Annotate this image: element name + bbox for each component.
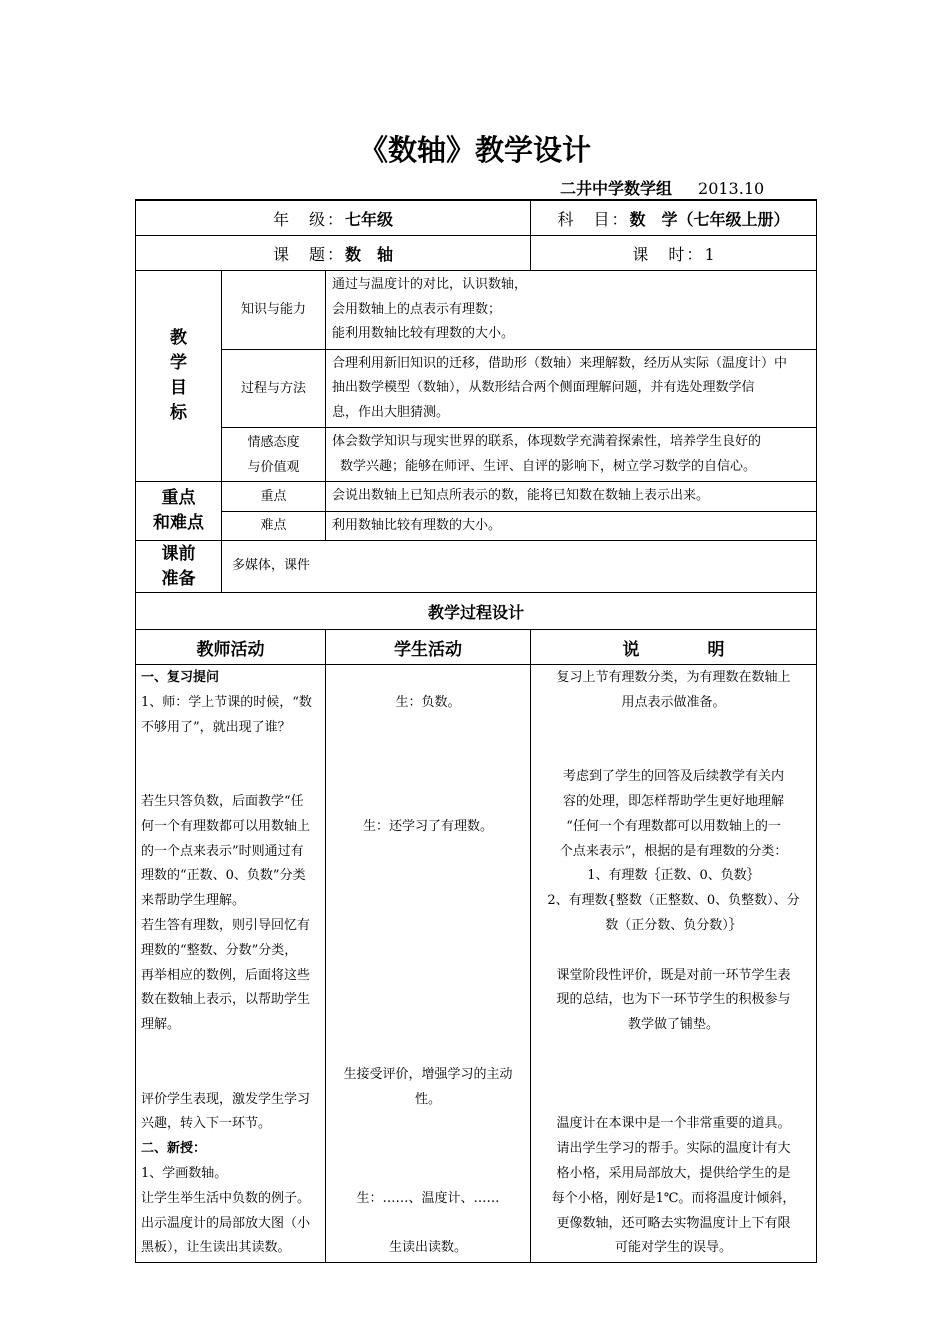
col-notes: 说 明 <box>531 630 817 665</box>
goal-text-process: 合理利用新旧知识的迁移，借助形（数轴）来理解数，经历从实际（温度计）中 抽出数学模型（数轴），从数形结合两个侧面理解问题，并有选处理数学信 息，作出大胆猜测。 <box>326 349 817 428</box>
teacher-activity-line: 二、新授： <box>141 1141 207 1157</box>
teacher-activity-line: 评价学生表现，激发学生学习 <box>141 1091 311 1107</box>
note-line <box>536 939 811 964</box>
teacher-activity-cell <box>136 665 326 1263</box>
lesson-plan-table <box>135 199 817 1263</box>
topic-value: 数 轴 <box>345 244 394 264</box>
note-line: 课堂阶段性评价，既是对前一环节学生表 <box>556 967 791 983</box>
note-line: 温度计在本课中是一个非常重要的道具。 <box>556 1116 791 1132</box>
note-line: 教学做了铺垫。 <box>628 1017 720 1033</box>
note-line: 复习上节有理数分类，为有理数在数轴上 <box>556 670 791 685</box>
student-activity-line <box>331 716 525 741</box>
date: 2013.10 <box>698 179 765 198</box>
note-line: 请出学生学习的帮手。实际的温度计有大 <box>556 1141 791 1157</box>
note-line: 考虑到了学生的回答及后续教学有关内 <box>563 769 785 785</box>
student-activity-line: 生：还学习了有理数。 <box>363 818 494 834</box>
note-line: 每个小格，刚好是1℃。而将温度计倾斜， <box>551 1190 796 1206</box>
student-activity-line: 生：……、温度计、…… <box>356 1190 500 1206</box>
student-activity-line: 生接受评价，增强学习的主动 <box>343 1066 513 1082</box>
student-activity-line <box>331 1112 525 1137</box>
org-name: 二井中学数学组 <box>560 179 673 198</box>
key-point-label: 重点 <box>222 482 326 512</box>
grade-cell: 年 级：七年级 <box>136 200 531 236</box>
student-activity-line <box>331 765 525 790</box>
note-line <box>536 716 811 741</box>
teacher-activity-line: 理解。 <box>141 1017 181 1033</box>
student-activity-line <box>331 1162 525 1187</box>
note-line: 现的总结，也为下一环节学生的积极参与 <box>556 992 791 1008</box>
note-line: 格小格，采用局部放大，提供给学生的是 <box>556 1165 791 1181</box>
period-cell: 课 时：1 <box>531 236 817 271</box>
note-line: 用点表示做准备。 <box>621 694 726 710</box>
student-activity-line <box>331 988 525 1013</box>
note-line: “任何一个有理数都可以用数轴上的一 <box>566 818 781 834</box>
note-line: 更像数轴，还可略去实物温度计上下有限 <box>556 1215 791 1231</box>
note-line: 个点来表示”，根据的是有理数的分类： <box>559 843 788 859</box>
teacher-activity-line: 何一个有理数都可以用数轴上 <box>141 818 311 834</box>
subject-value: 数 学（七年级上册） <box>629 209 790 229</box>
student-activity-line <box>331 864 525 889</box>
student-activity-line: 生：负数。 <box>395 694 461 710</box>
teacher-activity-line: 数在数轴上表示，以帮助学生 <box>141 992 311 1008</box>
teacher-activity-line: 若生只答负数，后面教学“任 <box>141 793 304 809</box>
teacher-activity-line: 黑板），让生读出其读数。 <box>141 1240 291 1256</box>
subject-cell: 科 目：数 学（七年级上册） <box>531 200 817 236</box>
teacher-activity-line: 的一个点来表示”时则通过有 <box>141 843 304 859</box>
note-line: 容的处理，即怎样帮助学生更好地理解 <box>563 793 785 809</box>
teacher-activity-line: 1、师：学上节课的时候，“数 <box>141 694 312 710</box>
difficulty-text: 利用数轴比较有理数的大小。 <box>326 511 817 541</box>
prep-text: 多媒体，课件 <box>222 541 817 593</box>
note-line <box>536 740 811 765</box>
goals-heading: 教 学 目 标 <box>136 271 222 482</box>
teacher-activity-line <box>141 1063 320 1088</box>
student-activity-line <box>331 790 525 815</box>
teacher-activity-line: 再举相应的数例，后面将这些 <box>141 967 311 983</box>
author-line <box>560 176 764 199</box>
student-activity-line <box>331 914 525 939</box>
student-activity-line <box>331 666 525 691</box>
student-activity-line <box>331 1212 525 1237</box>
grade-value: 七年级 <box>345 209 394 229</box>
student-activity-line <box>331 964 525 989</box>
teacher-activity-line: 兴趣，转入下一环节。 <box>141 1116 272 1132</box>
teacher-activity-line: 一、复习提问 <box>141 670 220 685</box>
student-activity-line <box>331 889 525 914</box>
teacher-activity-line: 出示温度计的局部放大图（小 <box>141 1215 311 1231</box>
student-activity-line <box>331 1137 525 1162</box>
teacher-activity-line: 理数的“正数、0、负数”分类 <box>141 868 306 884</box>
col-student-activity: 学生活动 <box>326 630 531 665</box>
teacher-activity-line <box>141 740 320 765</box>
key-points-heading: 重点 和难点 <box>136 482 222 541</box>
student-activity-line: 性。 <box>415 1091 442 1107</box>
note-line: 可能对学生的误导。 <box>615 1240 733 1256</box>
student-activity-line <box>331 740 525 765</box>
note-line <box>536 1063 811 1088</box>
student-activity-line: 生读出读数。 <box>389 1240 468 1256</box>
teacher-activity-line: 来帮助学生理解。 <box>141 893 246 909</box>
page-title: 《数轴》教学设计 <box>358 133 591 167</box>
goal-text-knowledge: 通过与温度计的对比，认识数轴， 会用数轴上的点表示有理数； 能利用数轴比较有理数的大小。 <box>326 271 817 350</box>
note-line <box>536 1088 811 1113</box>
notes-cell <box>531 665 817 1263</box>
key-point-text: 会说出数轴上已知点所表示的数，能将已知数在数轴上表示出来。 <box>326 482 817 512</box>
teacher-activity-line: 1、学画数轴。 <box>141 1165 228 1181</box>
period-value: 1 <box>704 244 715 264</box>
note-line: 2、有理数{整数（正整数、0、负整数）、分 <box>547 893 800 909</box>
teacher-activity-line: 让学生举生活中负数的例子。 <box>141 1190 311 1206</box>
note-line: 数（正分数、负分数）｝ <box>605 917 742 933</box>
note-line <box>536 1038 811 1063</box>
process-title: 教学过程设计 <box>136 593 817 630</box>
student-activity-line <box>331 1038 525 1063</box>
col-teacher-activity: 教师活动 <box>136 630 326 665</box>
student-activity-line <box>331 1013 525 1038</box>
goal-label-knowledge: 知识与能力 <box>222 271 326 350</box>
student-activity-line <box>331 939 525 964</box>
student-activity-cell <box>326 665 531 1263</box>
teacher-activity-line: 理数的“整数、分数”分类， <box>141 942 298 958</box>
teacher-activity-line: 不够用了”，就出现了谁？ <box>141 719 291 735</box>
goal-label-attitude: 情感态度 与价值观 <box>222 428 326 482</box>
topic-cell: 课 题：数 轴 <box>136 236 531 271</box>
teacher-activity-line: 若生答有理数，则引导回忆有 <box>141 917 311 933</box>
goal-label-process: 过程与方法 <box>222 349 326 428</box>
goal-text-attitude: 体会数学知识与现实世界的联系，体现数学充满着探索性，培养学生良好的 数学兴趣；能够在师评、生评、自评的影响下，树立学习数学的自信心。 <box>326 428 817 482</box>
teacher-activity-line <box>141 765 320 790</box>
difficulty-label: 难点 <box>222 511 326 541</box>
prep-heading: 课前 准备 <box>136 541 222 593</box>
teacher-activity-line <box>141 1038 320 1063</box>
note-line: 1、有理数｛正数、0、负数｝ <box>587 868 760 884</box>
student-activity-line <box>331 840 525 865</box>
